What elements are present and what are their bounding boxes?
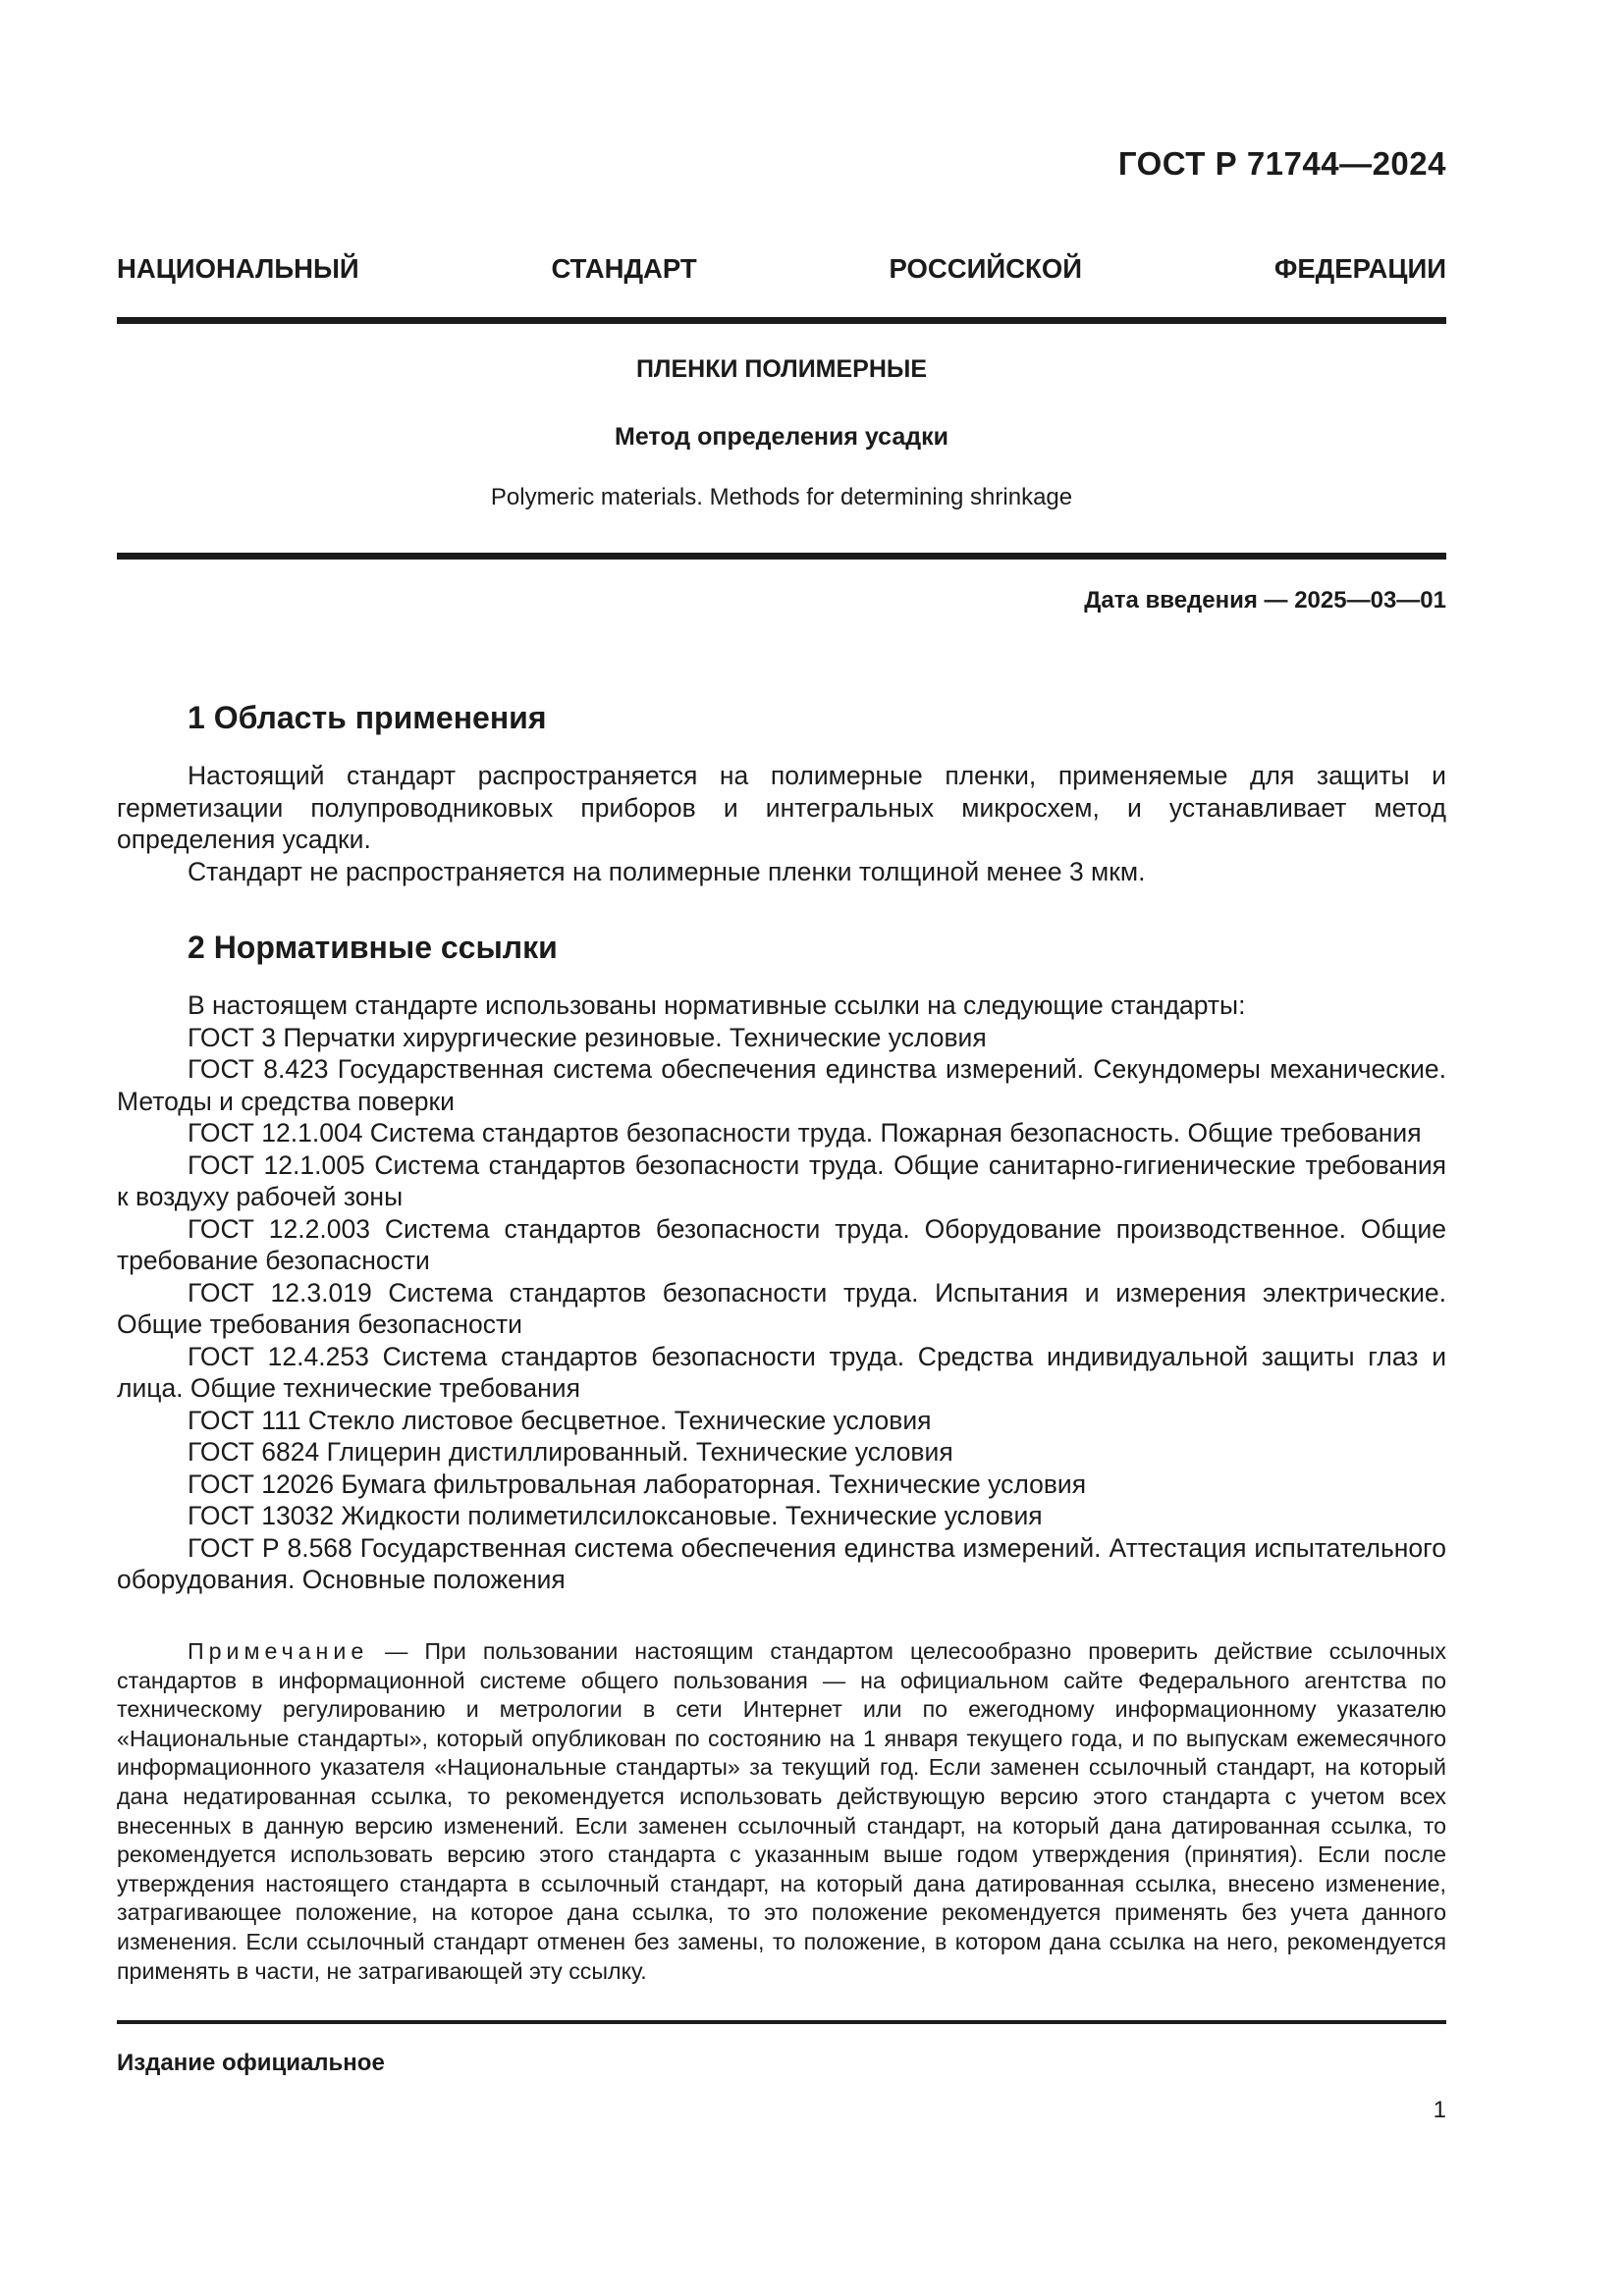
reference-item: ГОСТ 12.2.003 Система стандартов безопасности труда. Оборудование производственное. Общие требование безопасности bbox=[117, 1213, 1446, 1275]
section-1-body bbox=[117, 760, 1446, 887]
reference-item: ГОСТ 12.3.019 Система стандартов безопасности труда. Испытания и измерения электрические. Общие требования безопасности bbox=[117, 1277, 1446, 1339]
note-label: Примечание bbox=[188, 1638, 369, 1664]
section-1-paragraph: Стандарт не распространяется на полимерные пленки толщиной менее 3 мкм. bbox=[188, 856, 1146, 886]
title-rule bbox=[117, 553, 1446, 560]
reference-item: ГОСТ 12.1.005 Система стандартов безопасности труда. Общие санитарно-гигиенические требования к воздуху рабочей зоны bbox=[117, 1149, 1446, 1211]
section-1-heading: 1 Область применения bbox=[188, 700, 547, 735]
footer-rule bbox=[117, 2020, 1446, 2024]
reference-item: ГОСТ 111 Стекло листовое бесцветное. Технические условия bbox=[188, 1405, 932, 1435]
document-subtitle: Метод определения усадки bbox=[615, 423, 948, 451]
document-title: ПЛЕНКИ ПОЛИМЕРНЫЕ bbox=[635, 355, 928, 383]
reference-item: ГОСТ 12026 Бумага фильтровальная лабораторная. Технические условия bbox=[188, 1468, 1087, 1499]
note-block bbox=[117, 1637, 1446, 1986]
edition-label: Издание официальное bbox=[117, 2050, 385, 2076]
reference-item: ГОСТ 3 Перчатки хирургические резиновые. Технические условия bbox=[188, 1022, 987, 1052]
reference-item: ГОСТ 8.423 Государственная система обеспечения единства измерений. Секундомеры механические. Методы и средства поверки bbox=[117, 1054, 1446, 1116]
standard-code: ГОСТ Р 71744—2024 bbox=[1117, 145, 1446, 182]
section-2-body bbox=[117, 989, 1446, 1596]
references-intro: В настоящем стандарте использованы нормативные ссылки на следующие стандарты: bbox=[188, 990, 1246, 1020]
section-1-paragraph: Настоящий стандарт распространяется на полимерные пленки, применяемые для защиты и герметизации полупроводниковых приборов и интегральных микросхем, и устанавливает метод определения усадки. bbox=[117, 761, 1446, 854]
reference-item: ГОСТ 12.4.253 Система стандартов безопасности труда. Средства индивидуальной защиты глаз и лица. Общие технические требования bbox=[117, 1341, 1446, 1403]
note-text: — При пользовании настоящим стандартом целесообразно проверить действие ссылочных стандартов в информационной системе общего пользования — на официальном сайте Федерального агентства по техническому регулированию и метрологии в сети Интернет или по ежегодному информационному указателю «Национальные стандарты», который опубликован по состоянию на 1 января текущего года, и по выпускам ежемесячного информационного указателя «Национальные стандарты» за текущий год. Если заменен ссылочный стандарт, на который дана недатированная ссылка, то рекомендуется использовать действующую версию этого стандарта с учетом всех внесенных в данную версию изменений. Если заменен ссылочный стандарт, на который дана датированная ссылка, то рекомендуется использовать версию этого стандарта с указанным выше годом утверждения (принятия). Если после утверждения настоящего стандарта в ссылочный стандарт, на который дана датированная ссылка, внесено изменение, затрагивающее положение, на которое дана ссылка, то это положение рекомендуется применять без учета данного изменения. Если ссылочный стандарт отменен без замены, то положение, в котором дана ссылка на него, рекомендуется применять в части, не затрагивающей эту ссылку. bbox=[117, 1638, 1446, 1984]
reference-item: ГОСТ 12.1.004 Система стандартов безопасности труда. Пожарная безопасность. Общие требования bbox=[188, 1118, 1422, 1148]
english-title: Polymeric materials. Methods for determining shrinkage bbox=[490, 484, 1073, 510]
note-paragraph bbox=[117, 1637, 1446, 1986]
reference-item: ГОСТ 6824 Глицерин дистиллированный. Технические условия bbox=[188, 1437, 953, 1467]
reference-item: ГОСТ 13032 Жидкости полиметилсилоксановые. Технические условия bbox=[188, 1501, 1043, 1530]
top-rule bbox=[117, 317, 1446, 324]
reference-item: ГОСТ Р 8.568 Государственная система обеспечения единства измерений. Аттестация испытательного оборудования. Основные положения bbox=[117, 1532, 1446, 1594]
date-introduced: Дата введения — 2025—03—01 bbox=[1084, 587, 1446, 614]
section-2-heading: 2 Нормативные ссылки bbox=[188, 930, 558, 965]
page-number: 1 bbox=[1433, 2097, 1446, 2123]
national-standard-banner: НАЦИОНАЛЬНЫЙ СТАНДАРТ РОССИЙСКОЙ ФЕДЕРАЦИИ bbox=[117, 253, 1446, 284]
